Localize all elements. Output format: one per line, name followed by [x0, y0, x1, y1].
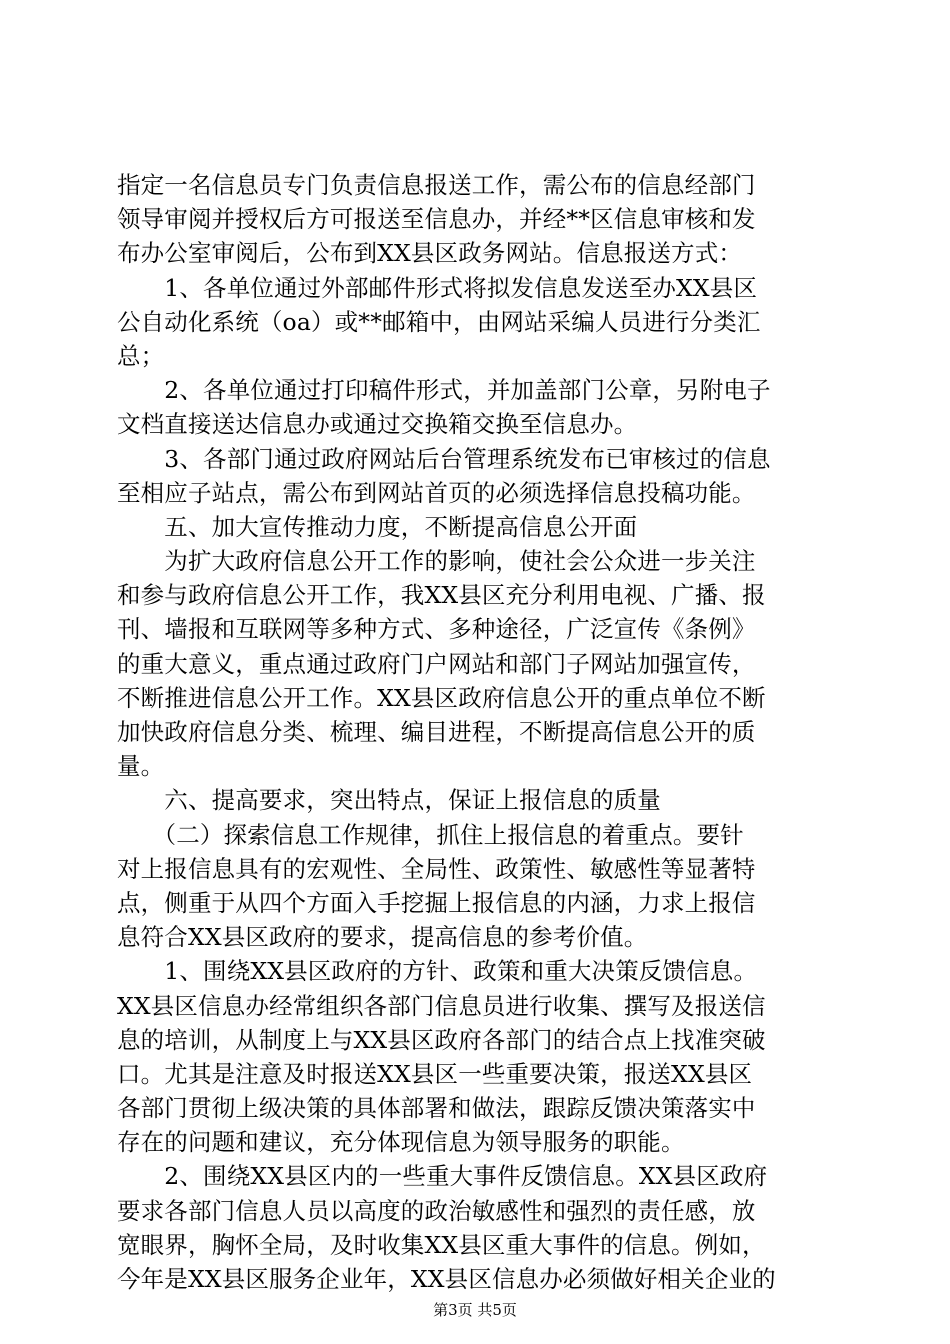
- text-line: 文档直接送达信息办或通过交换箱交换至信息办。: [117, 410, 638, 439]
- text-line: 领导审阅并授权后方可报送至信息办，并经**区信息审核和发: [117, 205, 756, 234]
- text-line: 的重大意义，重点通过政府门户网站和部门子网站加强宣传，: [117, 649, 756, 678]
- text-line: 至相应子站点，需公布到网站首页的必须选择信息投稿功能。: [117, 478, 756, 507]
- text-line: 布办公室审阅后，公布到XX县区政务网站。信息报送方式：: [117, 239, 743, 268]
- text-line: 对上报信息具有的宏观性、全局性、政策性、敏感性等显著特: [117, 854, 756, 883]
- text-line: 五、加大宣传推动力度，不断提高信息公开面: [117, 512, 638, 541]
- text-line: 存在的问题和建议，充分体现信息为领导服务的职能。: [117, 1128, 685, 1157]
- text-line: 为扩大政府信息公开工作的影响，使社会公众进一步关注: [117, 547, 756, 576]
- text-line: 2、围绕XX县区内的一些重大事件反馈信息。XX县区政府: [117, 1162, 768, 1191]
- text-line: （二）探索信息工作规律，抓住上报信息的着重点。要针: [117, 820, 744, 849]
- text-line: 指定一名信息员专门负责信息报送工作，需公布的信息经部门: [117, 171, 756, 199]
- text-line: 六、提高要求，突出特点，保证上报信息的质量: [117, 786, 661, 815]
- text-line: 2、各单位通过打印稿件形式，并加盖部门公章，另附电子: [117, 376, 771, 405]
- text-line: 1、围绕XX县区政府的方针、政策和重大决策反馈信息。: [117, 957, 758, 986]
- text-line: 刊、墙报和互联网等多种方式、多种途径，广泛宣传《条例》: [117, 615, 756, 644]
- page-footer: 第3页 共5页: [433, 1301, 517, 1319]
- text-line: 量。: [117, 752, 165, 781]
- text-line: XX县区信息办经常组织各部门信息员进行收集、撰写及报送信: [117, 991, 766, 1020]
- text-line: 口。尤其是注意及时报送XX县区一些重要决策，报送XX县区: [117, 1059, 753, 1088]
- text-line: 宽眼界，胸怀全局，及时收集XX县区重大事件的信息。例如，: [117, 1230, 766, 1259]
- text-line: 和参与政府信息公开工作，我XX县区充分利用电视、广播、报: [117, 581, 766, 610]
- text-line: 各部门贯彻上级决策的具体部署和做法，跟踪反馈决策落实中: [117, 1094, 756, 1123]
- text-line: 加快政府信息分类、梳理、编目进程，不断提高信息公开的质: [117, 718, 756, 746]
- text-line: 1、各单位通过外部邮件形式将拟发信息发送至办XX县区: [117, 273, 758, 302]
- text-line: 3、各部门通过政府网站后台管理系统发布已审核过的信息: [117, 444, 771, 473]
- document-body: [117, 168, 837, 1296]
- text-line: 今年是XX县区服务企业年，XX县区信息办必须做好相关企业的: [117, 1265, 776, 1293]
- text-line: 公自动化系统（oa）或**邮箱中，由网站采编人员进行分类汇: [117, 307, 761, 336]
- text-line: 要求各部门信息人员以高度的政治敏感性和强烈的责任感，放: [117, 1196, 756, 1225]
- text-line: 息符合XX县区政府的要求，提高信息的参考价值。: [117, 923, 648, 952]
- text-line: 息的培训，从制度上与XX县区政府各部门的结合点上找准突破: [117, 1025, 766, 1054]
- text-line: 总；: [117, 341, 165, 370]
- text-line: 不断推进信息公开工作。XX县区政府信息公开的重点单位不断: [117, 683, 766, 712]
- text-line: 点，侧重于从四个方面入手挖掘上报信息的内涵，力求上报信: [117, 888, 756, 917]
